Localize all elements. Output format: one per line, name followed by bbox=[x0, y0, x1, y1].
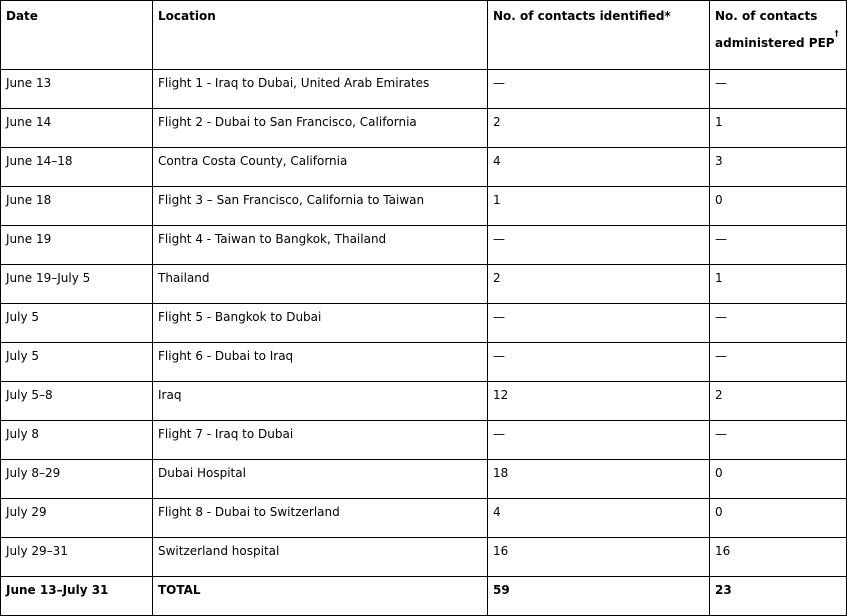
table-row bbox=[1, 226, 847, 265]
total-identified: 59 bbox=[488, 577, 710, 616]
table-row bbox=[1, 343, 847, 382]
cell-date: June 18 bbox=[1, 187, 153, 226]
dagger-footnote-mark: † bbox=[834, 29, 839, 38]
table-row bbox=[1, 304, 847, 343]
cell-pep: — bbox=[710, 421, 847, 460]
cell-date: June 19 bbox=[1, 226, 153, 265]
cell-location: Contra Costa County, California bbox=[153, 148, 488, 187]
cell-location: Dubai Hospital bbox=[153, 460, 488, 499]
table-row bbox=[1, 460, 847, 499]
table-header-row bbox=[1, 1, 847, 70]
cell-date: July 5 bbox=[1, 304, 153, 343]
cell-pep: 1 bbox=[710, 109, 847, 148]
cell-date: June 19–July 5 bbox=[1, 265, 153, 304]
header-contacts-pep-line2: administered PEP bbox=[715, 36, 835, 50]
table-row bbox=[1, 382, 847, 421]
table-row bbox=[1, 109, 847, 148]
header-contacts-identified: No. of contacts identified* bbox=[488, 1, 710, 70]
cell-pep: 3 bbox=[710, 148, 847, 187]
cell-location: Flight 8 - Dubai to Switzerland bbox=[153, 499, 488, 538]
cell-location: Flight 4 - Taiwan to Bangkok, Thailand bbox=[153, 226, 488, 265]
cell-pep: — bbox=[710, 304, 847, 343]
cell-date: July 8 bbox=[1, 421, 153, 460]
cell-location: Flight 2 - Dubai to San Francisco, California bbox=[153, 109, 488, 148]
cell-date: July 29 bbox=[1, 499, 153, 538]
cell-pep: 1 bbox=[710, 265, 847, 304]
table-row bbox=[1, 538, 847, 577]
cell-identified: — bbox=[488, 70, 710, 109]
cell-identified: 2 bbox=[488, 109, 710, 148]
cell-location: Flight 5 - Bangkok to Dubai bbox=[153, 304, 488, 343]
header-contacts-pep bbox=[710, 1, 847, 70]
cell-identified: 4 bbox=[488, 148, 710, 187]
cell-date: June 14 bbox=[1, 109, 153, 148]
cell-pep: 0 bbox=[710, 187, 847, 226]
cell-pep: 0 bbox=[710, 460, 847, 499]
table-row bbox=[1, 421, 847, 460]
cell-date: July 29–31 bbox=[1, 538, 153, 577]
cell-identified: 2 bbox=[488, 265, 710, 304]
cell-date: July 5 bbox=[1, 343, 153, 382]
total-label: TOTAL bbox=[153, 577, 488, 616]
cell-identified: — bbox=[488, 343, 710, 382]
cell-date: June 13 bbox=[1, 70, 153, 109]
cell-location: Iraq bbox=[153, 382, 488, 421]
cell-location: Flight 6 - Dubai to Iraq bbox=[153, 343, 488, 382]
cell-date: July 8–29 bbox=[1, 460, 153, 499]
cell-identified: — bbox=[488, 226, 710, 265]
table-total-row bbox=[1, 577, 847, 616]
table-row bbox=[1, 187, 847, 226]
table-row bbox=[1, 70, 847, 109]
table-row bbox=[1, 265, 847, 304]
cell-identified: — bbox=[488, 421, 710, 460]
cell-pep: — bbox=[710, 226, 847, 265]
cell-identified: 16 bbox=[488, 538, 710, 577]
cell-pep: 0 bbox=[710, 499, 847, 538]
cell-location: Flight 3 – San Francisco, California to Taiwan bbox=[153, 187, 488, 226]
total-pep: 23 bbox=[710, 577, 847, 616]
table-row bbox=[1, 148, 847, 187]
cell-date: June 14–18 bbox=[1, 148, 153, 187]
cell-pep: — bbox=[710, 343, 847, 382]
cell-location: Thailand bbox=[153, 265, 488, 304]
cell-location: Flight 7 - Iraq to Dubai bbox=[153, 421, 488, 460]
cell-pep: 2 bbox=[710, 382, 847, 421]
header-location: Location bbox=[153, 1, 488, 70]
header-date: Date bbox=[1, 1, 153, 70]
cell-date: July 5–8 bbox=[1, 382, 153, 421]
cell-identified: — bbox=[488, 304, 710, 343]
header-contacts-pep-line1: No. of contacts bbox=[715, 9, 818, 23]
cell-identified: 1 bbox=[488, 187, 710, 226]
total-date: June 13–July 31 bbox=[1, 577, 153, 616]
cell-location: Flight 1 - Iraq to Dubai, United Arab Emirates bbox=[153, 70, 488, 109]
cell-pep: 16 bbox=[710, 538, 847, 577]
cell-identified: 4 bbox=[488, 499, 710, 538]
cell-pep: — bbox=[710, 70, 847, 109]
table-row bbox=[1, 499, 847, 538]
cell-location: Switzerland hospital bbox=[153, 538, 488, 577]
cell-identified: 18 bbox=[488, 460, 710, 499]
cell-identified: 12 bbox=[488, 382, 710, 421]
